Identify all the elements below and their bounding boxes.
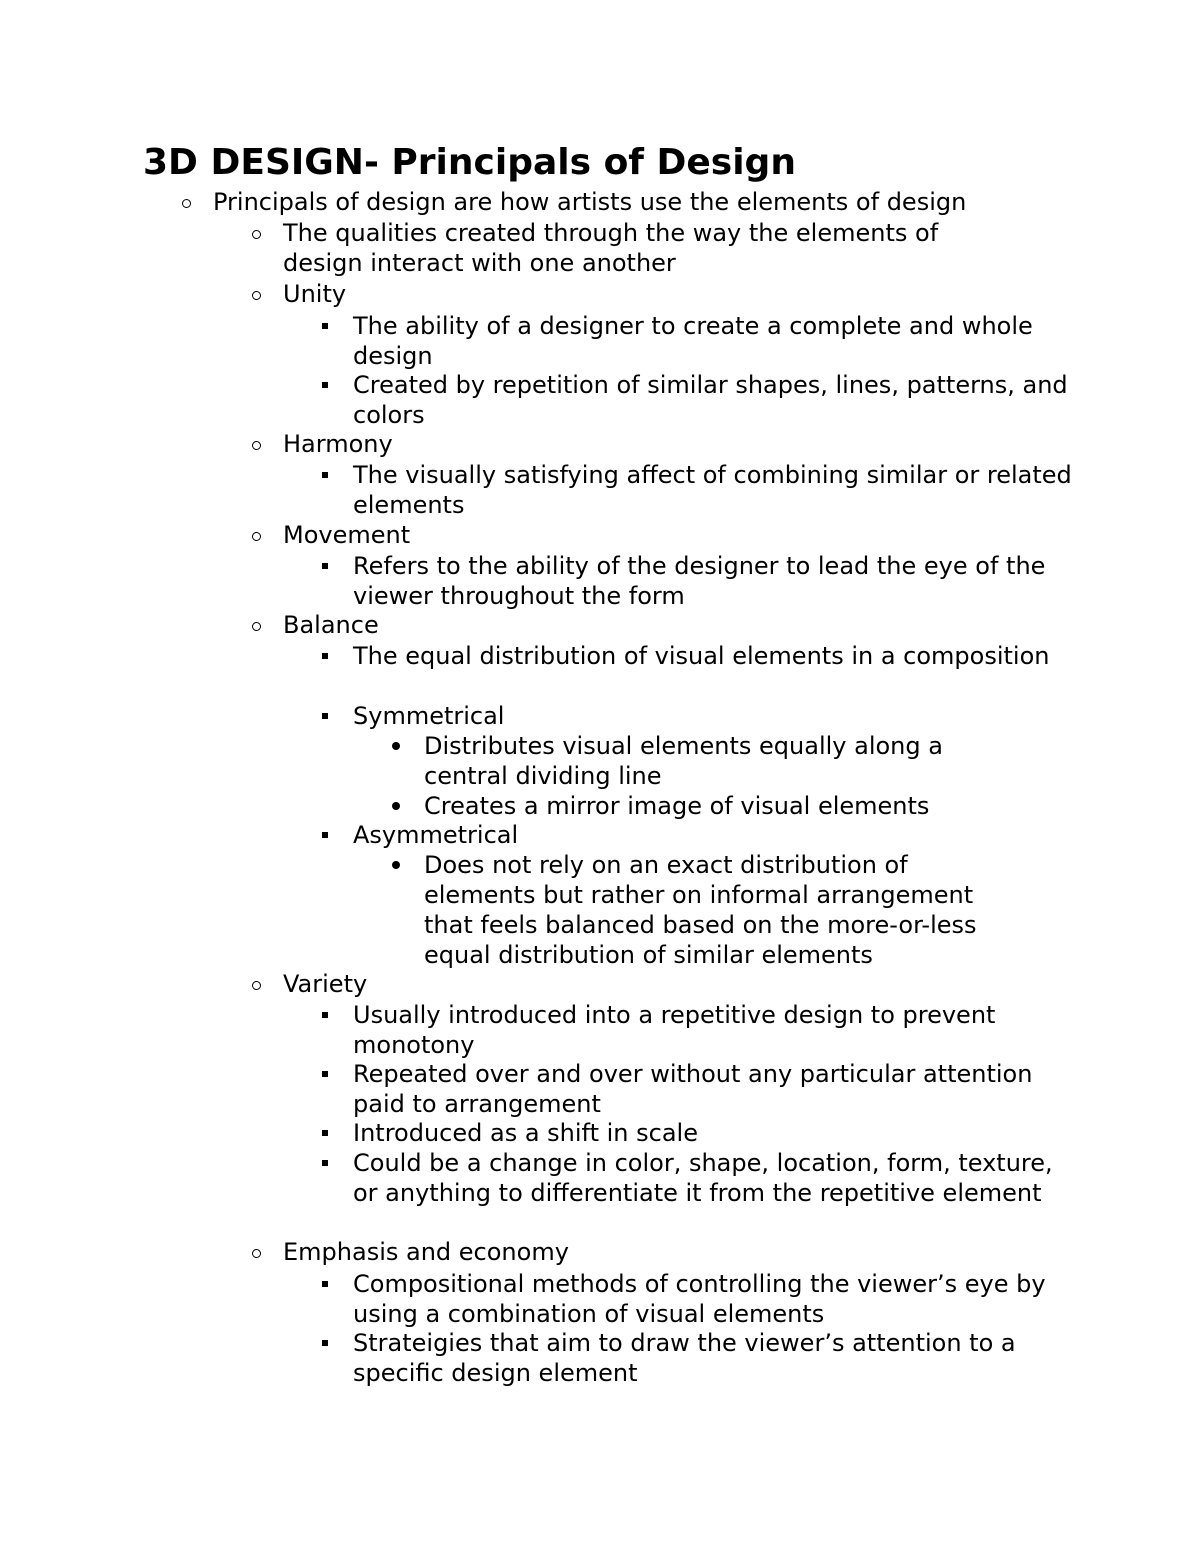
list-item-text: Unity bbox=[283, 280, 347, 308]
list-item bbox=[353, 1118, 1073, 1148]
list-item bbox=[353, 641, 1073, 671]
list-item-text: Movement bbox=[283, 521, 411, 549]
list-item-text: Emphasis and economy bbox=[283, 1238, 569, 1266]
square-bullet-icon bbox=[319, 1059, 339, 1089]
list-item bbox=[353, 1269, 1073, 1329]
hollow-circle-bullet-icon bbox=[249, 218, 269, 248]
hollow-circle-bullet-icon bbox=[249, 429, 269, 459]
list-item bbox=[353, 460, 1073, 520]
list-item bbox=[353, 311, 1073, 371]
hollow-circle-bullet-icon bbox=[249, 969, 269, 999]
list-item-text: Harmony bbox=[283, 430, 393, 458]
list-item bbox=[283, 429, 1013, 459]
list-item bbox=[283, 969, 1013, 999]
filled-dot-bullet-icon bbox=[390, 731, 410, 761]
list-item-text: Introduced as a shift in scale bbox=[353, 1119, 698, 1147]
square-bullet-icon bbox=[319, 820, 339, 850]
list-item-text: Refers to the ability of the designer to lead the eye of the viewer throughout the form bbox=[353, 552, 1046, 610]
list-item-text: Variety bbox=[283, 970, 368, 998]
list-item bbox=[353, 1328, 1073, 1388]
list-item-text: Created by repetition of similar shapes, lines, patterns, and colors bbox=[353, 371, 1068, 429]
filled-dot-bullet-icon bbox=[390, 791, 410, 821]
list-item bbox=[424, 791, 1024, 821]
list-item bbox=[283, 610, 1013, 640]
list-item-text: Principals of design are how artists use the elements of design bbox=[213, 188, 967, 216]
list-item bbox=[424, 850, 1024, 970]
list-item-text: Creates a mirror image of visual elements bbox=[424, 792, 930, 820]
hollow-circle-bullet-icon bbox=[249, 1237, 269, 1267]
square-bullet-icon bbox=[319, 460, 339, 490]
list-item bbox=[353, 820, 1073, 850]
list-item-text: Compositional methods of controlling the viewer’s eye by using a combination of visual elements bbox=[353, 1270, 1046, 1328]
list-item-text: Could be a change in color, shape, location, form, texture, or anything to differentiate it from the repetitive element bbox=[353, 1149, 1053, 1207]
list-item-text: Distributes visual elements equally along a central dividing line bbox=[424, 732, 943, 790]
list-item bbox=[353, 1000, 1073, 1060]
list-item-text: Usually introduced into a repetitive design to prevent monotony bbox=[353, 1001, 996, 1059]
list-item-text: The visually satisfying affect of combining similar or related elements bbox=[353, 461, 1072, 519]
square-bullet-icon bbox=[319, 311, 339, 341]
list-item bbox=[283, 1237, 1013, 1267]
hollow-circle-bullet-icon bbox=[249, 610, 269, 640]
square-bullet-icon bbox=[319, 1000, 339, 1030]
list-item bbox=[424, 731, 1024, 791]
list-item-text: Strateigies that aim to draw the viewer’s attention to a specific design element bbox=[353, 1329, 1016, 1387]
square-bullet-icon bbox=[319, 370, 339, 400]
list-item-text: The qualities created through the way the elements of design interact with one another bbox=[283, 219, 939, 277]
document-title: 3D DESIGN- Principals of Design bbox=[143, 142, 796, 183]
filled-dot-bullet-icon bbox=[390, 850, 410, 880]
list-item bbox=[283, 218, 1013, 278]
square-bullet-icon bbox=[319, 1148, 339, 1178]
list-item-text: The equal distribution of visual elements in a composition bbox=[353, 642, 1050, 670]
list-item bbox=[283, 279, 1013, 309]
list-item bbox=[353, 370, 1073, 430]
list-item-text: Does not rely on an exact distribution of elements but rather on informal arrangement that feels balanced based on the more-or-less equal distribution of similar elements bbox=[424, 851, 977, 969]
square-bullet-icon bbox=[319, 1269, 339, 1299]
square-bullet-icon bbox=[319, 641, 339, 671]
list-item-text: Symmetrical bbox=[353, 702, 505, 730]
list-item bbox=[353, 1059, 1073, 1119]
list-item bbox=[213, 187, 1113, 217]
list-item-text: The ability of a designer to create a complete and whole design bbox=[353, 312, 1033, 370]
square-bullet-icon bbox=[319, 1118, 339, 1148]
list-item-text: Asymmetrical bbox=[353, 821, 519, 849]
list-item-text: Balance bbox=[283, 611, 379, 639]
list-item bbox=[353, 701, 1073, 731]
list-item-text: Repeated over and over without any particular attention paid to arrangement bbox=[353, 1060, 1033, 1118]
list-item bbox=[283, 520, 1013, 550]
square-bullet-icon bbox=[319, 701, 339, 731]
hollow-circle-bullet-icon bbox=[249, 520, 269, 550]
hollow-circle-bullet-icon bbox=[179, 187, 199, 217]
hollow-circle-bullet-icon bbox=[249, 279, 269, 309]
list-item bbox=[353, 1148, 1073, 1208]
square-bullet-icon bbox=[319, 1328, 339, 1358]
list-item bbox=[353, 551, 1073, 611]
square-bullet-icon bbox=[319, 551, 339, 581]
